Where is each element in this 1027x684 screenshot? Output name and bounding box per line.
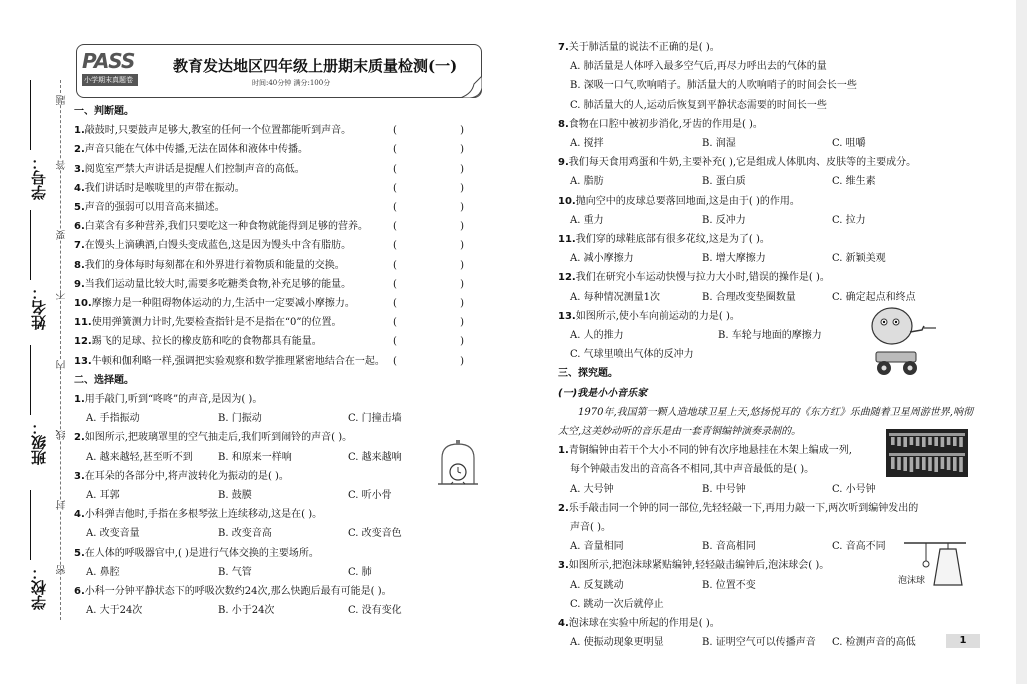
q-text: 抛向空中的皮球总要落回地面,这是由于( )的作用。 (575, 195, 800, 207)
q-text: 泡沫球在实验中所起的作用是( )。 (568, 617, 720, 629)
option-c[interactable]: C. 越来越响 (348, 451, 402, 463)
page-number: 1 (946, 634, 980, 648)
answer-paren[interactable]: ( ) (393, 221, 494, 233)
answer-paren[interactable]: ( ) (393, 355, 494, 367)
option-b[interactable]: B. 证明空气可以传播声音 (702, 637, 816, 649)
answer-paren[interactable]: ( ) (393, 144, 494, 156)
option-a[interactable]: A. 重力 (570, 214, 604, 226)
option-c[interactable]: C. 改变音色 (348, 528, 402, 540)
q-text: 声音的强弱可以用音高来描述。 (84, 202, 225, 214)
q-text: 小科一分钟平静状态下的呼吸次数约24次,那么快跑后最有可能是( )。 (84, 586, 392, 597)
option-c[interactable]: C. 检测声音的高低 (832, 637, 916, 649)
option-row (74, 524, 494, 543)
q-num: 7. (74, 240, 85, 252)
answer-paren[interactable]: ( ) (393, 240, 494, 252)
question-7 (558, 38, 978, 57)
judgment-item (74, 275, 494, 294)
option-c[interactable]: C. 新颖美观 (832, 253, 886, 265)
option-a[interactable]: A. 减小摩擦力 (570, 253, 634, 265)
q-num: 10. (558, 195, 576, 207)
bell-icon (928, 457, 932, 471)
judgment-item (74, 140, 494, 159)
school-label: 学校： (30, 565, 48, 610)
section-title: 三、探究题。 (558, 368, 618, 380)
option-row (558, 480, 978, 499)
explore-2-cont (558, 518, 978, 537)
q-text: 我们穿的球鞋底部有很多花纹,这是为了( )。 (575, 233, 770, 245)
option-row (558, 249, 978, 268)
bell-icon (934, 457, 938, 472)
judgment-item (74, 256, 494, 275)
q-num: 1. (74, 125, 85, 137)
bell-icon (953, 457, 957, 471)
option-a[interactable]: A. 音量相同 (570, 541, 624, 553)
option-c[interactable]: C. 确定起点和终点 (832, 291, 916, 303)
q-num: 1. (74, 394, 85, 406)
option-a[interactable]: A. 改变音量 (86, 528, 140, 540)
option-b[interactable]: B. 和原来一样响 (218, 451, 292, 463)
answer-paren[interactable]: ( ) (393, 182, 494, 194)
q-num: 11. (558, 233, 576, 245)
left-column (74, 102, 494, 620)
option-row (74, 601, 494, 620)
option-a[interactable]: A. 脂肪 (570, 176, 604, 188)
choice-item (74, 428, 494, 447)
option-a[interactable]: A. 使振动现象更明显 (570, 637, 664, 649)
option-a[interactable]: A. 手指振动 (86, 413, 140, 425)
q-text: 踢飞的足球、拉长的橡皮筋和吃的食物都具有能量。 (91, 336, 322, 348)
q-text: 阅览室严禁大声讲话是提醒人们控制声音的高低。 (84, 163, 305, 175)
cut-char: 内 (57, 360, 68, 370)
answer-paren[interactable]: ( ) (393, 125, 494, 137)
bell-icon (934, 437, 938, 446)
logo-text: PASS (82, 49, 135, 73)
answer-paren[interactable]: ( ) (393, 278, 494, 290)
option-a[interactable]: A. 鼻腔 (86, 566, 120, 578)
q-text: 如图所示,使小车向前运动的力是( )。 (575, 310, 740, 322)
option-row (74, 448, 494, 467)
name-label: 姓名： (30, 285, 48, 330)
q-num: 2. (74, 144, 85, 156)
judgment-item (74, 160, 494, 179)
q-num: 2. (74, 432, 85, 444)
student-id-blank[interactable] (30, 80, 31, 150)
option-c[interactable]: C. 拉力 (832, 214, 866, 226)
option-a[interactable]: A. 反复跳动 (570, 579, 624, 591)
option-b[interactable]: B. 音高相同 (702, 541, 756, 553)
binding-margin (0, 0, 70, 684)
page-curl-icon (460, 76, 482, 98)
q-text: 我们的身体每时每刻都在和外界进行着物质和能量的交换。 (84, 259, 345, 271)
q-text: 用手敲门,听到“咚咚”的声音,是因为( )。 (84, 394, 263, 406)
bell-icon (959, 457, 963, 472)
q-num: 7. (558, 42, 569, 53)
option-row (558, 211, 978, 230)
bell-icon (897, 437, 901, 446)
choice-item (558, 230, 978, 249)
passage: 1970年,我国第一颗人造地球卫星上天,悠扬悦耳的《东方红》乐曲随着卫星周游世界,响彻太空,这美妙动听的音乐是由一套青铜编钟演奏录制的。 (558, 406, 973, 437)
option-c[interactable]: C. 音高不同 (832, 541, 886, 553)
explore-2 (558, 499, 978, 518)
q-num: 4. (74, 509, 85, 521)
pass-logo (82, 50, 138, 90)
q-num: 12. (74, 336, 92, 348)
option-c[interactable]: C. 咀嚼 (832, 137, 866, 149)
cut-char: 封 (57, 500, 68, 510)
chime-bells-figure (886, 429, 968, 477)
bell-icon (916, 457, 920, 469)
bell-icon (922, 457, 926, 470)
q-text: 牛顿和伽利略一样,强调把实验观察和数学推理紧密地结合在一起。 (91, 355, 385, 367)
q-text: 使用弹簧测力计时,先要检查指针是不是指在“0”的位置。 (91, 317, 342, 329)
q-num: 12. (558, 272, 576, 284)
judgment-item (74, 313, 494, 332)
choice-item (74, 390, 494, 409)
answer-paren[interactable]: ( ) (393, 163, 494, 175)
option-a[interactable]: A. 越来越轻,甚至听不到 (86, 451, 193, 463)
q-text: 声音只能在气体中传播,无法在固体和液体中传播。 (84, 144, 308, 156)
logo-subtitle: 小学期末真题卷 (82, 74, 138, 86)
q-num: 9. (558, 157, 569, 169)
option-a[interactable]: A. 大于24次 (86, 605, 143, 617)
option-c[interactable]: C. 气球里喷出气体的反冲力 (570, 349, 694, 361)
cut-char: 答 (57, 160, 68, 170)
q-text: 小科弹吉他时,手指在多根琴弦上连续移动,这是在( )。 (84, 509, 323, 521)
exam-title: 教育发达地区四年级上册期末质量检测(一) (173, 57, 458, 75)
answer-paren[interactable]: ( ) (393, 259, 494, 271)
option-a[interactable]: A. 搅拌 (570, 137, 604, 149)
q-num: 6. (74, 586, 85, 597)
option-b[interactable]: B. 气管 (218, 566, 252, 578)
option-c[interactable]: C. 肺 (348, 566, 372, 578)
q-num: 4. (558, 617, 569, 629)
q-text: 青铜编钟由若干个大小不同的钟有次序地悬挂在木架上编成一列, (568, 445, 852, 457)
judgment-list (74, 121, 494, 371)
q-num: 9. (74, 278, 85, 290)
option-b[interactable]: B. 车轮与地面的摩擦力 (718, 329, 822, 341)
judgment-item (74, 121, 494, 140)
q-text: 在馒头上滴碘酒,白馒头变成蓝色,这是因为馒头中含有脂肪。 (84, 240, 352, 252)
q-text: 声音( )。 (570, 521, 611, 533)
q-text: 我们讲话时是喉咙里的声带在振动。 (84, 182, 245, 194)
option-b[interactable]: B. 鼓膜 (218, 490, 252, 502)
judgment-item (74, 236, 494, 255)
choice-list (74, 390, 494, 620)
option-c[interactable]: C. 小号钟 (832, 483, 876, 495)
option-a[interactable]: A. 肺活量是人体呼入最多空气后,再尽力呼出去的气体的量 (570, 61, 827, 73)
q-num: 3. (74, 470, 85, 482)
option-c[interactable]: C. 门撞击墙 (348, 413, 402, 425)
choice-item (558, 153, 978, 172)
option-a[interactable]: A. 大号钟 (570, 483, 614, 495)
answer-paren[interactable]: ( ) (393, 298, 494, 310)
q-text: 乐手敲击同一个钟的同一部位,先轻轻敲一下,再用力敲一下,两次听到编钟发出的 (568, 502, 919, 514)
option-row (558, 96, 978, 115)
choice-item (74, 544, 494, 563)
choice-item (74, 505, 494, 524)
option-row (558, 633, 978, 652)
section-title: 一、判断题。 (74, 106, 134, 117)
explore-4 (558, 614, 978, 633)
bell-jar-alarm-figure (434, 440, 482, 488)
bell-icon (947, 457, 951, 470)
q-num: 8. (74, 259, 85, 271)
answer-paren[interactable]: ( ) (393, 336, 494, 348)
q-text: 我们每天食用鸡蛋和牛奶,主要补充( ),它是组成人体肌肉、皮肤等的主要成分。 (568, 157, 917, 169)
cut-char: 要 (57, 230, 68, 240)
q-num: 13. (74, 355, 92, 367)
judgment-item (74, 294, 494, 313)
q-num: 5. (74, 202, 85, 214)
option-b[interactable]: B. 润湿 (702, 137, 736, 149)
bell-icon (922, 437, 926, 447)
choice-item (74, 582, 494, 601)
option-b[interactable]: B. 增大摩擦力 (702, 253, 766, 265)
q-num: 6. (74, 221, 85, 233)
q-num: 3. (74, 163, 85, 175)
option-row (74, 563, 494, 582)
q-text: 食物在口腔中被初步消化,牙齿的作用是( )。 (568, 118, 763, 130)
judgment-item (74, 332, 494, 351)
option-c[interactable]: C. 没有变化 (348, 605, 402, 617)
q-text: 如图所示,把玻璃罩里的空气抽走后,我们听到闹铃的声音( )。 (84, 432, 353, 444)
option-b[interactable]: B. 深吸一口气,吹响哨子。肺活量大的人吹响哨子的时间会长一些 (570, 80, 857, 92)
option-c[interactable]: C. 肺活量大的人,运动后恢复到平静状态需要的时间长一些 (570, 99, 827, 111)
balloon-car-figure (866, 296, 938, 382)
option-b[interactable]: B. 改变音高 (218, 528, 272, 540)
cut-char: 密 (57, 565, 68, 575)
q-text: 在人体的呼吸器官中,( )是进行气体交换的主要场所。 (84, 547, 319, 559)
answer-paren[interactable]: ( ) (393, 317, 494, 329)
option-c[interactable]: C. 跳动一次后就停止 (570, 598, 664, 610)
q-num: 4. (74, 182, 85, 194)
judgment-item (74, 352, 494, 371)
bell-icon (916, 437, 920, 446)
bell-icon (941, 457, 945, 469)
q-text: 白菜含有多种营养,我们只要吃这一种食物就能得到足够的营养。 (84, 221, 368, 233)
option-row (558, 172, 978, 191)
judgment-item (74, 198, 494, 217)
bell-icon (910, 457, 914, 472)
cut-char: 线 (57, 430, 68, 440)
bell-icon (953, 437, 957, 446)
subsection-title: (一)我是小小音乐家 (558, 387, 648, 399)
option-b[interactable]: B. 中号钟 (702, 483, 746, 495)
bell-icon (891, 437, 895, 445)
bell-icon (941, 437, 945, 447)
bell-icon (947, 437, 951, 445)
choice-item (558, 268, 978, 287)
bell-icon (903, 437, 907, 447)
q-text: 敲鼓时,只要鼓声足够大,教室的任何一个位置都能听到声音。 (84, 125, 352, 137)
option-a[interactable]: A. 耳郭 (86, 490, 120, 502)
school-blank[interactable] (30, 490, 31, 560)
option-a[interactable]: A. 每种情况测量1次 (570, 291, 660, 303)
q-text: 当我们运动量比较大时,需要多吃糖类食物,补充足够的能量。 (84, 278, 352, 290)
option-row (558, 76, 978, 95)
q-num: 11. (74, 317, 92, 329)
option-a[interactable]: A. 人的推力 (570, 329, 624, 341)
q-num: 3. (558, 560, 569, 572)
q-num: 13. (558, 310, 576, 322)
page-edge (1016, 0, 1027, 684)
choice-item (558, 192, 978, 211)
option-b[interactable]: B. 门振动 (218, 413, 262, 425)
judgment-item (74, 179, 494, 198)
judgment-item (74, 217, 494, 236)
bell-icon (959, 437, 963, 447)
q-text: 在耳朵的各部分中,将声波转化为振动的是( )。 (84, 470, 289, 482)
option-b[interactable]: B. 反冲力 (702, 214, 746, 226)
q-text: 摩擦力是一种阻碍物体运动的力,生活中一定要减小摩擦力。 (91, 298, 355, 310)
option-c[interactable]: C. 维生素 (832, 176, 876, 188)
option-c[interactable]: C. 听小骨 (348, 490, 392, 502)
q-num: 10. (74, 298, 92, 310)
class-blank[interactable] (30, 345, 31, 415)
bell-icon (928, 437, 932, 445)
bell-icon (897, 457, 901, 470)
option-b[interactable]: B. 位置不变 (702, 579, 756, 591)
option-b[interactable]: B. 合理改变垫圈数量 (702, 291, 796, 303)
name-blank[interactable] (30, 210, 31, 280)
bell-icon (910, 437, 914, 445)
q-text: 关于肺活量的说法不正确的是( )。 (568, 42, 720, 53)
choice-item (558, 115, 978, 134)
q-num: 8. (558, 118, 569, 130)
q-text: 我们在研究小车运动快慢与拉力大小时,错误的操作是( )。 (575, 272, 830, 284)
bell-icon (891, 457, 895, 469)
exam-meta: 时间:40分钟 满分:100分 (252, 79, 331, 87)
option-b[interactable]: B. 蛋白质 (702, 176, 746, 188)
q-num: 1. (558, 445, 569, 457)
answer-paren[interactable]: ( ) (393, 202, 494, 214)
q-text: 每个钟敲击发出的音高各不相同,其中声音最低的是( )。 (570, 464, 815, 476)
q-text: 如图所示,把泡沫球紧贴编钟,轻轻敲击编钟后,泡沫球会( )。 (568, 560, 830, 572)
bell-icon (903, 457, 907, 471)
option-row (74, 409, 494, 428)
cut-char: 题 (57, 95, 68, 105)
cut-char: 不 (57, 290, 68, 300)
section-title: 二、选择题。 (74, 374, 134, 386)
option-row (74, 486, 494, 505)
exam-header (76, 44, 482, 98)
option-row (558, 134, 978, 153)
student-id-label: 学号： (30, 155, 48, 200)
q-num: 5. (74, 547, 85, 559)
option-row (558, 57, 978, 76)
foam-ball-label: 泡沫球 (898, 576, 926, 586)
q-num: 2. (558, 502, 569, 514)
class-label: 班级： (30, 420, 48, 465)
choice-item (74, 467, 494, 486)
foam-ball-bell-figure (898, 537, 968, 599)
option-b[interactable]: B. 小于24次 (218, 605, 275, 617)
